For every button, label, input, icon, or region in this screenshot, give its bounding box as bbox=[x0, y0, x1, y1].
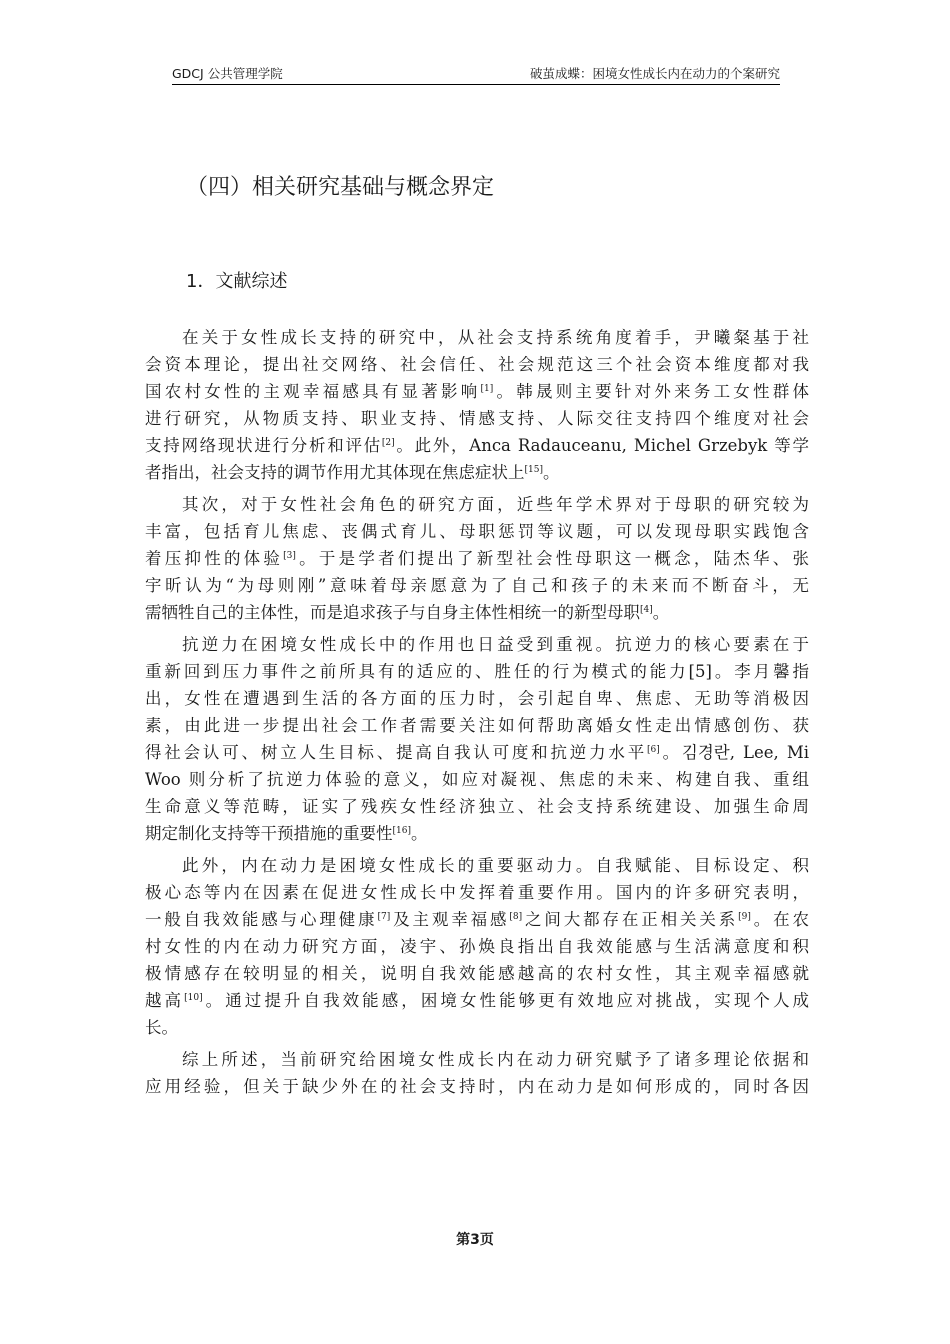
paragraph bbox=[145, 631, 809, 847]
text-run: 抗逆力在困境女性成长中的作用也日益受到重视。抗逆力的核心要素在于 bbox=[182, 635, 809, 654]
text-run: 。김경란, Lee, Mi bbox=[659, 743, 809, 762]
citation-ref: [10] bbox=[184, 993, 203, 1003]
paragraph bbox=[145, 491, 809, 626]
text-line bbox=[145, 685, 809, 712]
page-header bbox=[172, 66, 780, 85]
text-run: 。于是学者们提出了新型社会性母职这一概念，陆杰华、张 bbox=[295, 549, 809, 568]
text-line bbox=[145, 1073, 809, 1100]
text-line bbox=[145, 572, 809, 599]
citation-ref: [1] bbox=[480, 384, 494, 394]
text-run: 综上所述，当前研究给困境女性成长内在动力研究赋予了诸多理论依据和 bbox=[182, 1050, 809, 1069]
text-run: 越高 bbox=[145, 991, 185, 1010]
text-run: 。 bbox=[652, 603, 670, 622]
citation-ref: [15] bbox=[524, 465, 543, 475]
text-line bbox=[145, 432, 809, 459]
paragraph bbox=[145, 852, 809, 1041]
text-line bbox=[145, 960, 809, 987]
text-run: 生命意义等范畴，证实了残疾女性经济独立、社会支持系统建设、加强生命周 bbox=[145, 797, 809, 816]
text-line bbox=[145, 518, 809, 545]
subsection-title: 1．文献综述 bbox=[186, 271, 288, 292]
citation-ref: [6] bbox=[647, 745, 660, 755]
section-title: （四）相关研究基础与概念界定 bbox=[186, 175, 495, 200]
text-line bbox=[145, 378, 809, 405]
text-run: 者指出，社会支持的调节作用尤其体现在焦虑症状上 bbox=[145, 463, 525, 482]
text-line bbox=[145, 631, 809, 658]
text-run: 出，女性在遭遇到生活的各方面的压力时，会引起自卑、焦虑、无助等消极因 bbox=[145, 689, 809, 708]
text-run: 在关于女性成长支持的研究中，从社会支持系统角度着手，尹曦粲基于社 bbox=[182, 328, 809, 347]
text-line bbox=[145, 879, 809, 906]
text-line bbox=[145, 405, 809, 432]
text-run: 此外，内在动力是困境女性成长的重要驱动力。自我赋能、目标设定、积 bbox=[182, 856, 809, 875]
citation-ref: [3] bbox=[283, 551, 296, 561]
text-run: 。在农 bbox=[750, 910, 809, 929]
text-run: 宇昕认为“为母则刚”意味着母亲愿意为了自己和孩子的未来而不断奋斗，无 bbox=[145, 576, 809, 595]
text-line bbox=[145, 820, 809, 847]
text-run: Woo 则分析了抗逆力体验的意义，如应对凝视、焦虑的未来、构建自我、重组 bbox=[145, 770, 809, 789]
text-run: 会资本理论，提出社交网络、社会信任、社会规范这三个社会资本维度都对我 bbox=[145, 355, 809, 374]
text-line bbox=[145, 459, 809, 486]
citation-ref: [7] bbox=[377, 912, 391, 922]
text-run: 素，由此进一步提出社会工作者需要关注如何帮助离婚女性走出情感创伤、获 bbox=[145, 716, 809, 735]
text-line bbox=[145, 852, 809, 879]
text-run: 支持网络现状进行分析和评估 bbox=[145, 436, 382, 455]
header-paper-title: 破茧成蝶：困境女性成长内在动力的个案研究 bbox=[529, 66, 780, 81]
text-run: 其次，对于女性社会角色的研究方面，近些年学术界对于母职的研究较为 bbox=[182, 495, 809, 514]
text-line bbox=[145, 1014, 809, 1041]
text-run: 进行研究，从物质支持、职业支持、情感支持、人际交往支持四个维度对社会 bbox=[145, 409, 809, 428]
text-run: 。此外，Anca Radauceanu, Michel Grzebyk 等学 bbox=[394, 436, 809, 455]
text-run: 期定制化支持等干预措施的重要性 bbox=[145, 824, 393, 843]
text-run: 。 bbox=[410, 824, 428, 843]
citation-ref: [8] bbox=[509, 912, 523, 922]
citation-ref: [16] bbox=[392, 826, 411, 836]
paragraph bbox=[145, 324, 809, 486]
text-run: 长。 bbox=[145, 1018, 178, 1037]
text-line bbox=[145, 987, 809, 1014]
text-run: 着压抑性的体验 bbox=[145, 549, 284, 568]
text-run: 村女性的内在动力研究方面，凌宇、孙焕良指出自我效能感与生活满意度和积 bbox=[145, 937, 809, 956]
paragraph bbox=[145, 1046, 809, 1100]
text-line bbox=[145, 491, 809, 518]
text-run: 一般自我效能感与心理健康 bbox=[145, 910, 378, 929]
citation-ref: [9] bbox=[738, 912, 751, 922]
citation-ref: [2] bbox=[381, 438, 395, 448]
text-run: 极情感存在较明显的相关，说明自我效能感越高的农村女性，其主观幸福感就 bbox=[145, 964, 809, 983]
text-run: 之间大都存在正相关关系 bbox=[522, 910, 739, 929]
text-run: 及主观幸福感 bbox=[390, 910, 510, 929]
text-line bbox=[145, 658, 809, 685]
text-run: 应用经验，但关于缺少外在的社会支持时，内在动力是如何形成的，同时各因 bbox=[145, 1077, 809, 1096]
header-institution: GDCJ 公共管理学院 bbox=[172, 66, 283, 81]
text-line bbox=[145, 351, 809, 378]
text-run: 需牺牲自己的主体性，而是追求孩子与自身主体性相统一的新型母职 bbox=[145, 603, 640, 622]
text-run: 。韩晟则主要针对外来务工女性群体 bbox=[493, 382, 809, 401]
text-line bbox=[145, 906, 809, 933]
text-line bbox=[145, 739, 809, 766]
text-run: 。通过提升自我效能感，困境女性能够更有效地应对挑战，实现个人成 bbox=[202, 991, 809, 1010]
text-line bbox=[145, 933, 809, 960]
text-run: 国农村女性的主观幸福感具有显著影响 bbox=[145, 382, 481, 401]
text-run: 丰富，包括育儿焦虑、丧偶式育儿、母职惩罚等议题，可以发现母职实践饱含 bbox=[145, 522, 809, 541]
text-line bbox=[145, 1046, 809, 1073]
citation-ref: [4] bbox=[640, 605, 653, 615]
text-line bbox=[145, 599, 809, 626]
text-run: 极心态等内在因素在促进女性成长中发挥着重要作用。国内的许多研究表明， bbox=[145, 883, 809, 902]
text-line bbox=[145, 793, 809, 820]
text-run: 。 bbox=[542, 463, 560, 482]
body-text bbox=[145, 324, 809, 1100]
text-line bbox=[145, 545, 809, 572]
text-line bbox=[145, 766, 809, 793]
text-run: 得社会认可、树立人生目标、提高自我认可度和抗逆力水平 bbox=[145, 743, 648, 762]
text-run: 重新回到压力事件之前所具有的适应的、胜任的行为模式的能力[5]。李月馨指 bbox=[145, 662, 809, 681]
page-number: 第3页 bbox=[456, 1232, 494, 1248]
text-line bbox=[145, 712, 809, 739]
text-line bbox=[145, 324, 809, 351]
